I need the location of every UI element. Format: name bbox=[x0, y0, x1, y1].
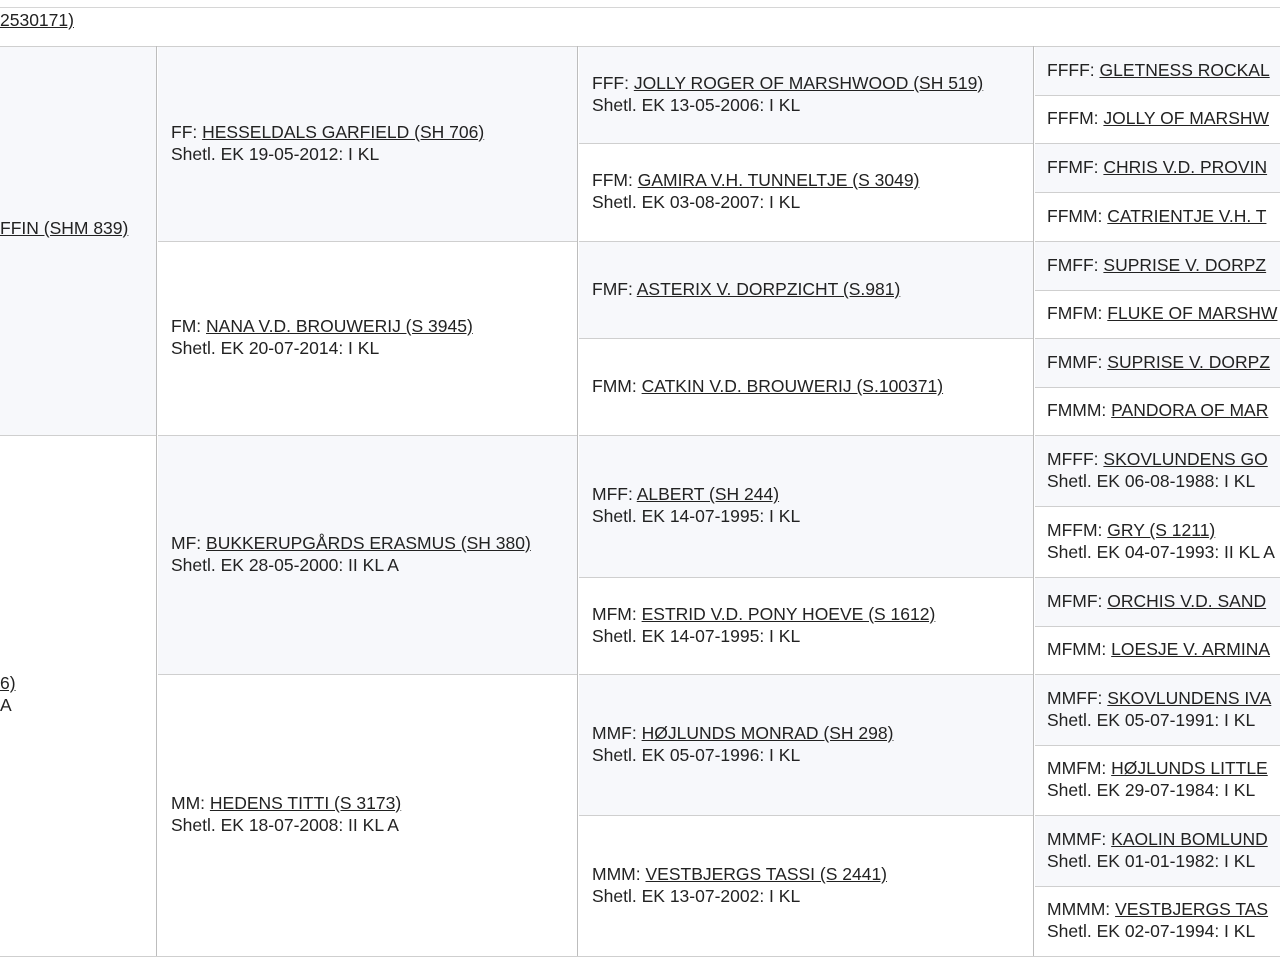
horse-name-link[interactable]: HØJLUNDS LITTLE bbox=[1111, 758, 1268, 778]
horse-name-link[interactable]: BUKKERUPGÅRDS ERASMUS (SH 380) bbox=[206, 533, 531, 553]
relation-code: MFMF: bbox=[1047, 591, 1103, 611]
gg-grandparent-cell bbox=[1035, 816, 1280, 886]
relation-code: MFM: bbox=[592, 604, 637, 624]
gg-grandparent-cell bbox=[1035, 675, 1280, 745]
horse-entry bbox=[1047, 351, 1270, 373]
horse-entry bbox=[592, 278, 900, 300]
great-grandparent-cell bbox=[579, 47, 1033, 143]
relation-code: MMMF: bbox=[1047, 829, 1107, 849]
horse-name-link[interactable]: SKOVLUNDENS IVA bbox=[1107, 688, 1272, 708]
horse-name-link[interactable]: FLUKE OF MARSHW bbox=[1107, 303, 1278, 323]
horse-entry bbox=[1047, 828, 1268, 872]
horse-name-link[interactable]: HEDENS TITTI (S 3173) bbox=[209, 793, 402, 813]
gg-grandparent-cell bbox=[1035, 388, 1280, 435]
relation-code: FFFF: bbox=[1047, 60, 1095, 80]
horse-entry bbox=[1047, 898, 1268, 942]
gg-grandparent-cell bbox=[1035, 507, 1280, 577]
horse-name-link[interactable]: LOESJE V. ARMINA bbox=[1111, 639, 1271, 659]
relation-code: FFF: bbox=[592, 73, 629, 93]
show-result: Shetl. EK 06-08-1988: I KL bbox=[1047, 471, 1256, 491]
column-divider bbox=[1033, 46, 1034, 956]
sire-cell bbox=[0, 47, 156, 435]
show-result: Shetl. EK 14-07-1995: I KL bbox=[592, 506, 801, 526]
horse-entry bbox=[171, 121, 484, 165]
horse-name-link[interactable]: CATRIENTJE V.H. T bbox=[1107, 206, 1267, 226]
horse-name-link[interactable]: VESTBJERGS TAS bbox=[1115, 899, 1269, 919]
horse-entry bbox=[1047, 519, 1275, 563]
gg-grandparent-cell bbox=[1035, 291, 1280, 338]
table-border bbox=[0, 956, 1280, 957]
horse-name-link[interactable]: GAMIRA V.H. TUNNELTJE (S 3049) bbox=[637, 170, 920, 190]
horse-entry bbox=[1047, 687, 1271, 731]
horse-entry bbox=[1047, 590, 1266, 612]
column-divider bbox=[577, 46, 578, 956]
show-result: Shetl. EK 13-07-2002: I KL bbox=[592, 886, 801, 906]
horse-name-link[interactable]: ESTRID V.D. PONY HOEVE (S 1612) bbox=[641, 604, 936, 624]
horse-entry bbox=[592, 603, 935, 647]
gg-grandparent-cell bbox=[1035, 339, 1280, 387]
show-result: Shetl. EK 13-05-2006: I KL bbox=[592, 95, 801, 115]
horse-name-link[interactable]: SUPRISE V. DORPZ bbox=[1107, 352, 1271, 372]
show-result: Shetl. EK 19-05-2012: I KL bbox=[171, 144, 380, 164]
horse-name-link[interactable]: ORCHIS V.D. SAND bbox=[1107, 591, 1267, 611]
horse-entry bbox=[592, 72, 983, 116]
relation-code: FM: bbox=[171, 316, 202, 336]
show-result: Shetl. EK 05-07-1996: I KL bbox=[592, 745, 801, 765]
horse-name-link[interactable]: HØJLUNDS MONRAD (SH 298) bbox=[641, 723, 894, 743]
great-grandparent-cell bbox=[579, 816, 1033, 956]
relation-code: MFMM: bbox=[1047, 639, 1107, 659]
horse-entry bbox=[592, 483, 800, 527]
horse-name-link[interactable]: ASTERIX V. DORPZICHT (S.981) bbox=[636, 279, 901, 299]
horse-name-link[interactable]: JOLLY OF MARSHW bbox=[1103, 108, 1270, 128]
great-grandparent-cell bbox=[579, 242, 1033, 338]
column-divider bbox=[156, 46, 157, 956]
show-result: Shetl. EK 04-07-1993: II KL A bbox=[1047, 542, 1275, 562]
top-divider bbox=[0, 7, 1280, 8]
horse-entry bbox=[0, 672, 16, 716]
gg-grandparent-cell bbox=[1035, 242, 1280, 290]
header-text bbox=[0, 9, 74, 31]
relation-code: MM: bbox=[171, 793, 206, 813]
horse-name-link[interactable]: VESTBJERGS TASSI (S 2441) bbox=[645, 864, 888, 884]
horse-name-link[interactable]: CATKIN V.D. BROUWERIJ (S.100371) bbox=[641, 376, 944, 396]
grandparent-cell bbox=[158, 675, 577, 956]
show-result: Shetl. EK 18-07-2008: II KL A bbox=[171, 815, 399, 835]
horse-entry bbox=[171, 792, 401, 836]
great-grandparent-cell bbox=[579, 144, 1033, 241]
horse-name-link[interactable]: FFIN (SHM 839) bbox=[0, 218, 129, 238]
gg-grandparent-cell bbox=[1035, 627, 1280, 674]
header-link[interactable]: 2530171) bbox=[0, 10, 74, 30]
horse-entry bbox=[171, 532, 531, 576]
great-grandparent-cell bbox=[579, 436, 1033, 577]
grandparent-cell bbox=[158, 47, 577, 241]
horse-entry bbox=[1047, 302, 1277, 324]
relation-code: MFFM: bbox=[1047, 520, 1103, 540]
horse-name-link[interactable]: HESSELDALS GARFIELD (SH 706) bbox=[202, 122, 485, 142]
horse-entry bbox=[1047, 757, 1268, 801]
gg-grandparent-cell bbox=[1035, 193, 1280, 241]
show-result: Shetl. EK 29-07-1984: I KL bbox=[1047, 780, 1256, 800]
horse-name-link[interactable]: NANA V.D. BROUWERIJ (S 3945) bbox=[206, 316, 473, 336]
relation-code: FF: bbox=[171, 122, 198, 142]
horse-entry bbox=[1047, 399, 1268, 421]
horse-entry bbox=[592, 375, 943, 397]
horse-entry bbox=[592, 169, 919, 213]
horse-entry bbox=[1047, 638, 1270, 660]
great-grandparent-cell bbox=[579, 578, 1033, 674]
grandparent-cell bbox=[158, 242, 577, 435]
horse-entry bbox=[1047, 107, 1269, 129]
relation-code: FMFM: bbox=[1047, 303, 1103, 323]
horse-name-link[interactable]: CHRIS V.D. PROVIN bbox=[1103, 157, 1268, 177]
show-result: Shetl. EK 20-07-2014: I KL bbox=[171, 338, 380, 358]
relation-code: FMMM: bbox=[1047, 400, 1107, 420]
horse-name-link[interactable]: ALBERT (SH 244) bbox=[636, 484, 780, 504]
horse-name-link[interactable]: SKOVLUNDENS GO bbox=[1103, 449, 1268, 469]
horse-name-link[interactable]: SUPRISE V. DORPZ bbox=[1103, 255, 1267, 275]
horse-name-link[interactable]: GRY (S 1211) bbox=[1107, 520, 1216, 540]
show-result: Shetl. EK 28-05-2000: II KL A bbox=[171, 555, 399, 575]
horse-entry bbox=[1047, 156, 1267, 178]
horse-entry bbox=[171, 315, 473, 359]
horse-name-link[interactable]: PANDORA OF MAR bbox=[1111, 400, 1269, 420]
relation-code: FFMF: bbox=[1047, 157, 1099, 177]
gg-grandparent-cell bbox=[1035, 436, 1280, 506]
horse-entry bbox=[1047, 254, 1266, 276]
horse-entry bbox=[592, 863, 887, 907]
relation-code: MMF: bbox=[592, 723, 637, 743]
relation-code: MFFF: bbox=[1047, 449, 1099, 469]
grandparent-cell bbox=[158, 436, 577, 674]
horse-name-link[interactable]: KAOLIN BOMLUND bbox=[1111, 829, 1268, 849]
horse-name-link[interactable]: JOLLY ROGER OF MARSHWOOD (SH 519) bbox=[633, 73, 984, 93]
horse-name-link[interactable]: GLETNESS ROCKAL bbox=[1099, 60, 1270, 80]
relation-code: FMM: bbox=[592, 376, 637, 396]
relation-code: MF: bbox=[171, 533, 202, 553]
relation-code: FMMF: bbox=[1047, 352, 1103, 372]
horse-entry bbox=[1047, 448, 1268, 492]
relation-code: FFM: bbox=[592, 170, 633, 190]
gg-grandparent-cell bbox=[1035, 144, 1280, 192]
horse-entry bbox=[1047, 205, 1266, 227]
show-result: Shetl. EK 02-07-1994: I KL bbox=[1047, 921, 1256, 941]
great-grandparent-cell bbox=[579, 675, 1033, 815]
great-grandparent-cell bbox=[579, 339, 1033, 435]
relation-code: FMF: bbox=[592, 279, 633, 299]
gg-grandparent-cell bbox=[1035, 47, 1280, 95]
dam-cell bbox=[0, 436, 156, 956]
show-result: Shetl. EK 14-07-1995: I KL bbox=[592, 626, 801, 646]
horse-entry bbox=[1047, 59, 1270, 81]
horse-entry bbox=[592, 722, 893, 766]
horse-name-link[interactable]: 6) bbox=[0, 673, 16, 693]
gg-grandparent-cell bbox=[1035, 887, 1280, 956]
relation-code: FFMM: bbox=[1047, 206, 1103, 226]
relation-code: MMFF: bbox=[1047, 688, 1103, 708]
relation-code: MFF: bbox=[592, 484, 633, 504]
show-result: A bbox=[0, 695, 12, 715]
relation-code: MMM: bbox=[592, 864, 641, 884]
show-result: Shetl. EK 05-07-1991: I KL bbox=[1047, 710, 1256, 730]
show-result: Shetl. EK 01-01-1982: I KL bbox=[1047, 851, 1256, 871]
gg-grandparent-cell bbox=[1035, 96, 1280, 143]
relation-code: FFFM: bbox=[1047, 108, 1099, 128]
gg-grandparent-cell bbox=[1035, 746, 1280, 815]
gg-grandparent-cell bbox=[1035, 578, 1280, 626]
horse-entry bbox=[0, 217, 128, 239]
relation-code: FMFF: bbox=[1047, 255, 1099, 275]
show-result: Shetl. EK 03-08-2007: I KL bbox=[592, 192, 801, 212]
relation-code: MMFM: bbox=[1047, 758, 1107, 778]
relation-code: MMMM: bbox=[1047, 899, 1111, 919]
